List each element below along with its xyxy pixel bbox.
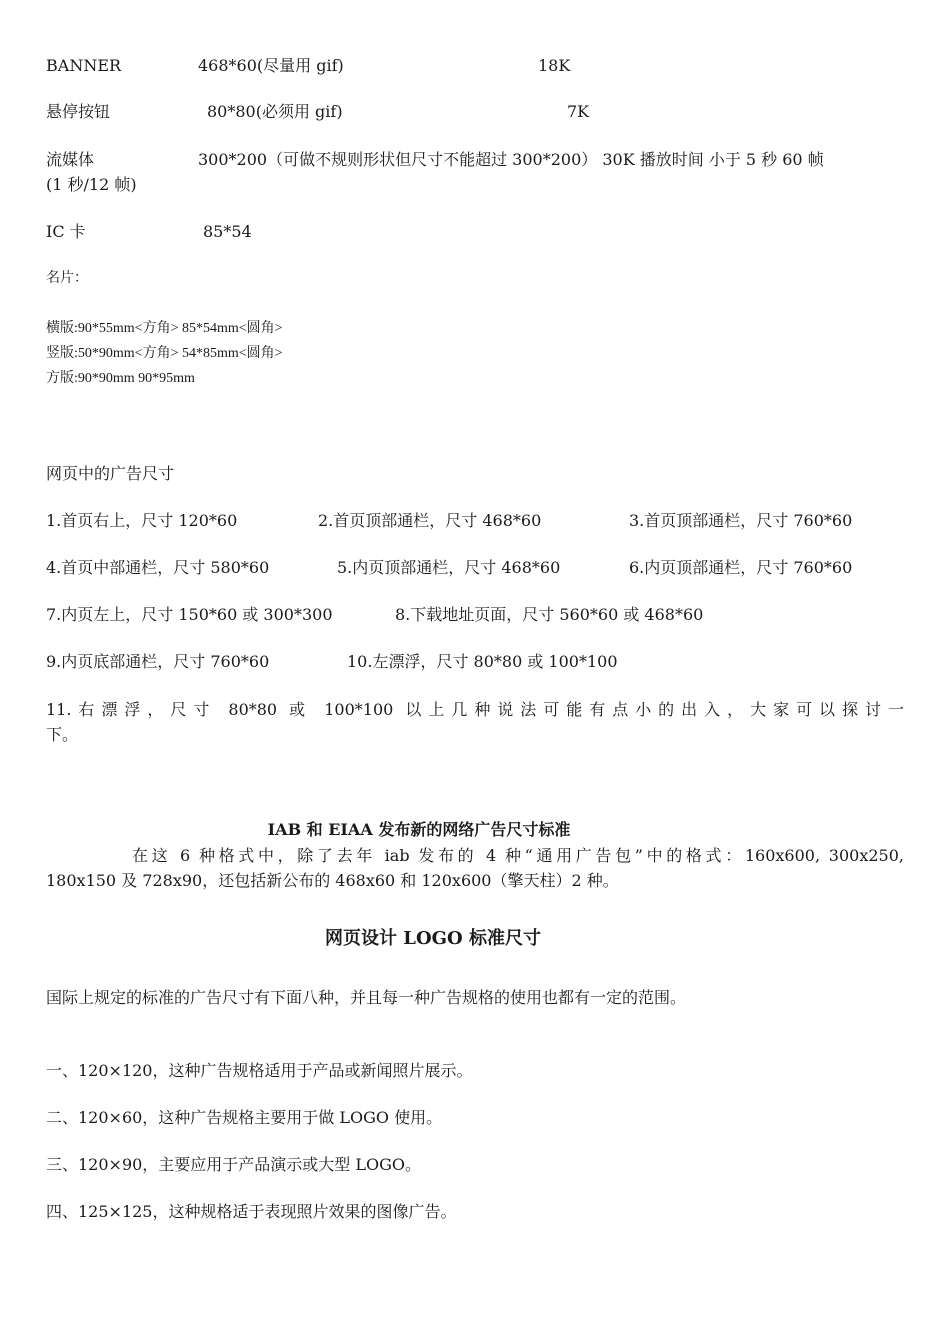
spec-size: 85*54 — [203, 222, 252, 241]
list-item: 11.右漂浮，尺寸 80*80 或 100*100 以上几种说法可能有点小的出入，大家可以探讨一 — [46, 700, 904, 719]
section-heading: IAB 和 EIAA 发布新的网络广告尺寸标准 — [267, 820, 571, 839]
card-line: 横版:90*55mm<方角> 85*54mm<圆角> — [46, 321, 283, 336]
paragraph: 国际上规定的标准的广告尺寸有下面八种，并且每一种广告规格的使用也都有一定的范围。 — [46, 988, 687, 1007]
list-item: 6.内页顶部通栏，尺寸 760*60 — [629, 558, 853, 577]
list-item: 三、120×90，主要应用于产品演示或大型 LOGO。 — [46, 1155, 422, 1174]
list-item: 9.内页底部通栏，尺寸 760*60 — [46, 652, 270, 671]
spec-size: 80*80(必须用 gif) — [207, 102, 343, 121]
list-item: 7.内页左上，尺寸 150*60 或 300*300 — [46, 605, 333, 624]
card-line: 方版:90*90mm 90*95mm — [46, 371, 195, 386]
list-item: 1.首页右上，尺寸 120*60 — [46, 511, 238, 530]
list-item: 5.内页顶部通栏，尺寸 468*60 — [337, 558, 561, 577]
spec-description: 300*200（可做不规则形状但尺寸不能超过 300*200） 30K 播放时间 小于 5 秒 60 帧 — [198, 150, 824, 169]
spec-filesize: 18K — [538, 56, 571, 75]
spec-description-cont: (1 秒/12 帧) — [46, 175, 137, 194]
list-item-cont: 下。 — [46, 725, 79, 744]
list-item: 10.左漂浮，尺寸 80*80 或 100*100 — [347, 652, 618, 671]
list-item: 8.下载地址页面，尺寸 560*60 或 468*60 — [395, 605, 704, 624]
spec-filesize: 7K — [567, 102, 590, 121]
list-item: 2.首页顶部通栏，尺寸 468*60 — [318, 511, 542, 530]
card-line: 竖版:50*90mm<方角> 54*85mm<圆角> — [46, 346, 283, 361]
list-item: 4.首页中部通栏，尺寸 580*60 — [46, 558, 270, 577]
list-item: 四、125×125，这种规格适于表现照片效果的图像广告。 — [46, 1202, 457, 1221]
paragraph-line: 在这 6 种格式中，除了去年 iab 发布的 4 种“通用广告包”中的格式：160x600, 300x250, — [132, 846, 904, 865]
list-item: 3.首页顶部通栏，尺寸 760*60 — [629, 511, 853, 530]
paragraph-line: 180x150 及 728x90，还包括新公布的 468x60 和 120x600（擎天柱）2 种。 — [46, 871, 619, 890]
list-item: 一、120×120，这种广告规格适用于产品或新闻照片展示。 — [46, 1061, 473, 1080]
section-title: 网页中的广告尺寸 — [46, 464, 175, 483]
spec-name: 悬停按钮 — [46, 102, 111, 121]
card-title: 名片： — [46, 271, 88, 286]
spec-name: IC 卡 — [46, 222, 86, 241]
spec-size: 468*60(尽量用 gif) — [198, 56, 344, 75]
section-heading: 网页设计 LOGO 标准尺寸 — [325, 928, 541, 949]
spec-name: BANNER — [46, 56, 122, 75]
spec-name: 流媒体 — [46, 150, 95, 169]
list-item: 二、120×60，这种广告规格主要用于做 LOGO 使用。 — [46, 1108, 443, 1127]
